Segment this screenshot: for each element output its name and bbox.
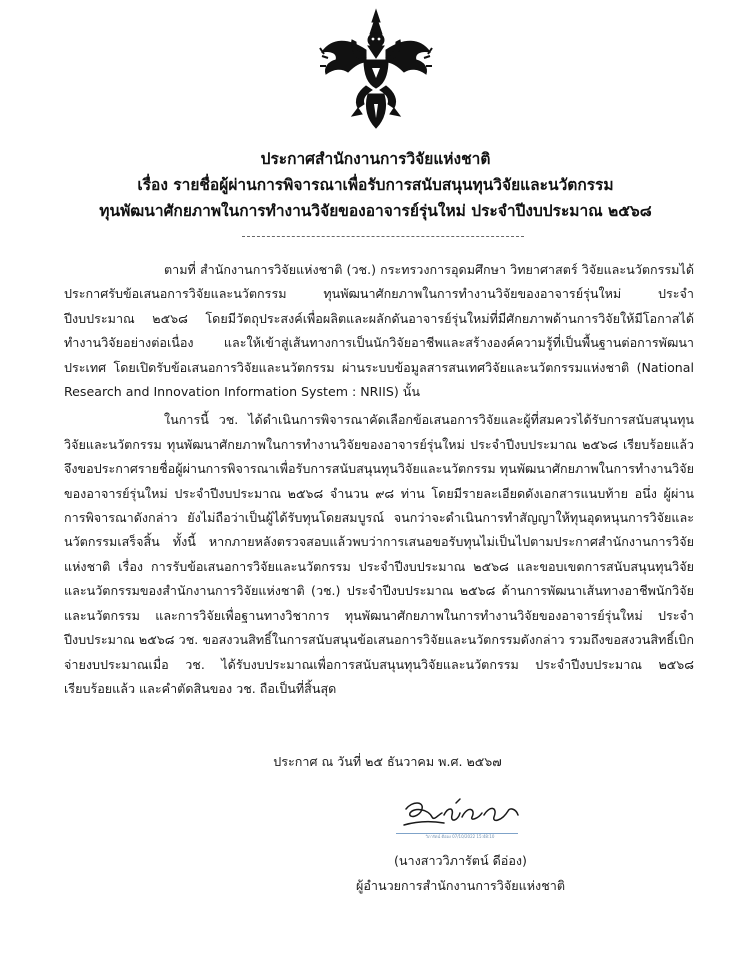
garuda-emblem-icon (318, 8, 434, 130)
signer-position-text: ผู้อำนวยการสำนักงานการวิจัยแห่งชาติ (355, 878, 565, 893)
title-line-1: ประกาศสำนักงานการวิจัยแห่งชาติ (260, 150, 491, 168)
signer-name (0, 849, 751, 873)
title-divider (242, 236, 524, 237)
body-paragraph-1: ตามที่ สำนักงานการวิจัยแห่งชาติ (วช.) กระทรวงการอุดมศึกษา วิทยาศาสตร์ วิจัยและนวัตกรรมได้ประกาศรับข้อเสนอการวิจัยและนวัตกรรม ทุนพัฒนาศักยภาพในการทำงานวิจัยของอาจารย์รุ่นใหม่ ประจำปีงบประมาณ ๒๕๖๘ โดยมีวัตถุประสงค์เพื่อผลิตและผลักดันอาจารย์รุ่นใหม่ที่มีศักยภาพด้านการวิจัยให้มีโอกาสได้ทำงานวิจัยอย่างต่อเนื่อง และให้เข้าสู่เส้นทางการเป็นนักวิจัยอาชีพและสร้างองค์ความรู้ที่เป็นพื้นฐานต่อการพัฒนาประเทศ โดยเปิดรับข้อเสนอการวิจัยและนวัตกรรม ผ่านระบบข้อมูลสารสนเทศวิจัยและนวัตกรรมแห่งชาติ (National Research and Innovation Information System : NRIIS) นั้น (64, 262, 694, 400)
signer-position (0, 874, 751, 898)
body-paragraph-2: ในการนี้ วช. ได้ดำเนินการพิจารณาคัดเลือกข้อเสนอการวิจัยและผู้ที่สมควรได้รับการสนับสนุนทุนวิจัยและนวัตกรรม ทุนพัฒนาศักยภาพในการทำงานวิจัยของอาจารย์รุ่นใหม่ ประจำปีงบประมาณ ๒๕๖๘ เรียบร้อยแล้ว จึงขอประกาศรายชื่อผู้ผ่านการพิจารณาเพื่อรับการสนับสนุนทุนวิจัยและนวัตกรรม ทุนพัฒนาศักยภาพในการทำงานวิจัยของอาจารย์รุ่นใหม่ ประจำปีงบประมาณ ๒๕๖๘ จำนวน ๙๘ ท่าน โดยมีรายละเอียดดังเอกสารแนบท้าย อนึ่ง ผู้ผ่านการพิจารณาดังกล่าว ยังไม่ถือว่าเป็นผู้ได้รับทุนโดยสมบูรณ์ จนกว่าจะดำเนินการทำสัญญาให้ทุนอุดหนุนการวิจัยและนวัตกรรมเสร็จสิ้น ทั้งนี้ หากภายหลังตรวจสอบแล้วพบว่าการเสนอขอรับทุนไม่เป็นไปตามประกาศสำนักงานการวิจัยแห่งชาติ เรื่อง การรับข้อเสนอการวิจัยและนวัตกรรม ประจำปีงบประมาณ ๒๕๖๘ และขอบเขตการสนับสนุนทุนวิจัยและนวัตกรรมของสำนักงานการวิจัยแห่งชาติ (วช.) ประจำปีงบประมาณ ๒๕๖๘ ด้านการพัฒนาเส้นทางอาชีพนักวิจัยและนวัตกรรม และการวิจัยเพื่อฐานทางวิชาการ ทุนพัฒนาศักยภาพในการทำงานวิจัยของอาจารย์รุ่นใหม่ ประจำปีงบประมาณ ๒๕๖๘ วช. ขอสงวนสิทธิ์ในการสนับสนุนข้อเสนอการวิจัยและนวัตกรรมดังกล่าว รวมถึงขอสงวนสิทธิ์เบิกจ่ายงบประมาณเมื่อ วช. ได้รับงบประมาณเพื่อการสนับสนุนทุนวิจัยและนวัตกรรม ประจำปีงบประมาณ ๒๕๖๘ เรียบร้อยแล้ว และคำตัดสินของ วช. ถือเป็นที่สิ้นสุด (64, 412, 694, 696)
title-line-3: ทุนพัฒนาศักยภาพในการทำงานวิจัยของอาจารย์รุ่นใหม่ ประจำปีงบประมาณ ๒๕๖๘ (99, 202, 652, 220)
signature-stamp: วิภารัตน์ ดีอ่อง 07/10/2022 15:48:10 (425, 834, 495, 839)
announcement-date (0, 750, 751, 774)
handwritten-signature (398, 795, 526, 835)
document-body (64, 258, 694, 701)
announcement-date-text: ประกาศ ณ วันที่ ๒๕ ธันวาคม พ.ศ. ๒๕๖๗ (273, 754, 502, 769)
title-line-2: เรื่อง รายชื่อผู้ผ่านการพิจารณาเพื่อรับการสนับสนุนทุนวิจัยและนวัตกรรม (137, 176, 614, 194)
signer-name-text: (นางสาววิภารัตน์ ดีอ่อง) (394, 853, 527, 868)
document-title (0, 146, 751, 224)
